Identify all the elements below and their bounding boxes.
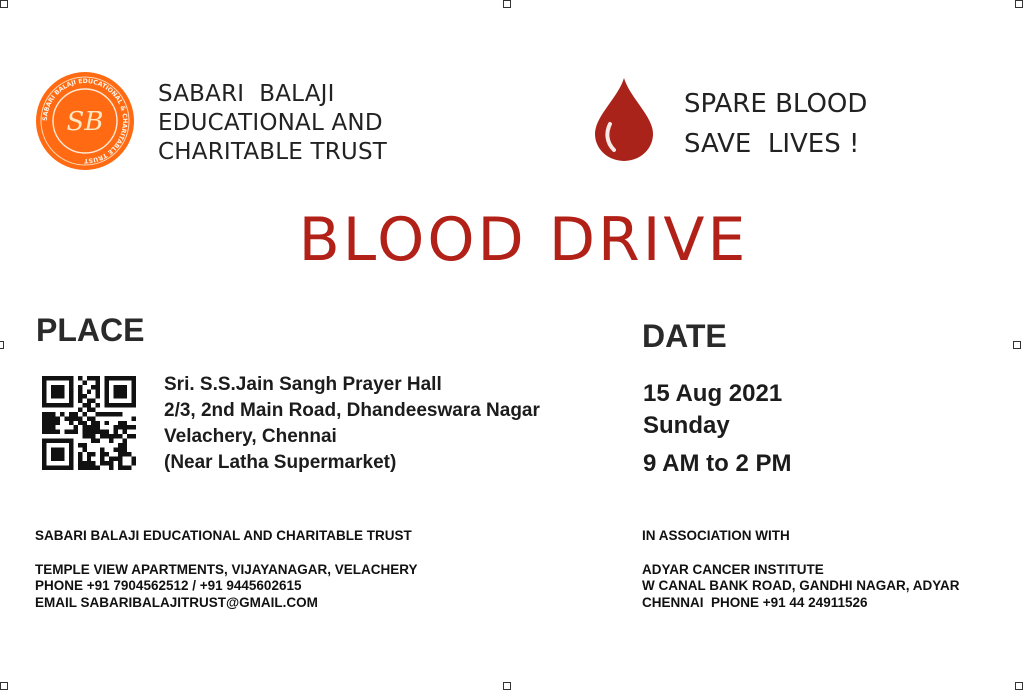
address-line: (Near Latha Supermarket) (164, 452, 397, 473)
organizer-contact (35, 528, 418, 611)
slogan (684, 84, 867, 164)
date-heading: DATE (642, 318, 727, 354)
partner-contact (642, 528, 960, 611)
resize-handle-top-right[interactable] (1015, 0, 1023, 8)
place-heading: PLACE (36, 312, 145, 348)
resize-handle-top-left[interactable] (0, 0, 8, 8)
resize-handle-top-center[interactable] (503, 0, 511, 8)
organizer-phone: PHONE +91 7904562512 / +91 9445602615 (35, 578, 302, 593)
event-time: 9 AM to 2 PM (643, 450, 792, 477)
logo-monogram: SB (66, 107, 104, 137)
address-line: 2/3, 2nd Main Road, Dhandeeswara Nagar (164, 400, 540, 421)
organizer-email: EMAIL SABARIBALAJITRUST@GMAIL.COM (35, 594, 318, 610)
qr-code-icon (42, 376, 136, 470)
organizer-address: TEMPLE VIEW APARTMENTS, VIJAYANAGAR, VELACHERY (35, 561, 418, 577)
event-date: 15 Aug 2021 (643, 380, 783, 407)
organizer-name: SABARI BALAJI EDUCATIONAL AND CHARITABLE TRUST (35, 528, 412, 543)
address-line: Sri. S.S.Jain Sangh Prayer Hall (164, 374, 442, 395)
resize-handle-bottom-left[interactable] (0, 682, 8, 690)
trust-logo-emblem (36, 72, 134, 170)
venue-address (164, 372, 540, 476)
resize-handle-bottom-center[interactable] (503, 682, 511, 690)
resize-handle-middle-right[interactable] (1013, 341, 1021, 349)
partner-contact-line: CHENNAI PHONE +91 44 24911526 (642, 594, 868, 610)
logo-ring-text: SABARI BALAJI EDUCATIONAL & CHARITABLE TRUST (41, 77, 129, 165)
event-title: BLOOD DRIVE (298, 205, 749, 275)
event-date-block (643, 378, 791, 480)
resize-handle-middle-left[interactable] (0, 341, 4, 349)
trust-name-heading (158, 80, 387, 167)
resize-handle-bottom-right[interactable] (1015, 682, 1023, 690)
address-line: Velachery, Chennai (164, 426, 337, 447)
slogan-line: SAVE LIVES ! (684, 129, 860, 159)
partner-name: ADYAR CANCER INSTITUTE (642, 561, 824, 577)
trust-name-line: EDUCATIONAL AND (158, 110, 383, 136)
trust-name-line: CHARITABLE TRUST (158, 139, 387, 165)
partner-label: IN ASSOCIATION WITH (642, 528, 790, 543)
event-day: Sunday (643, 412, 730, 439)
trust-name-line: SABARI BALAJI (158, 81, 335, 107)
slogan-line: SPARE BLOOD (684, 89, 868, 119)
trust-logo (36, 72, 134, 170)
partner-address: W CANAL BANK ROAD, GANDHI NAGAR, ADYAR (642, 578, 960, 593)
blood-drop-icon (592, 76, 656, 162)
